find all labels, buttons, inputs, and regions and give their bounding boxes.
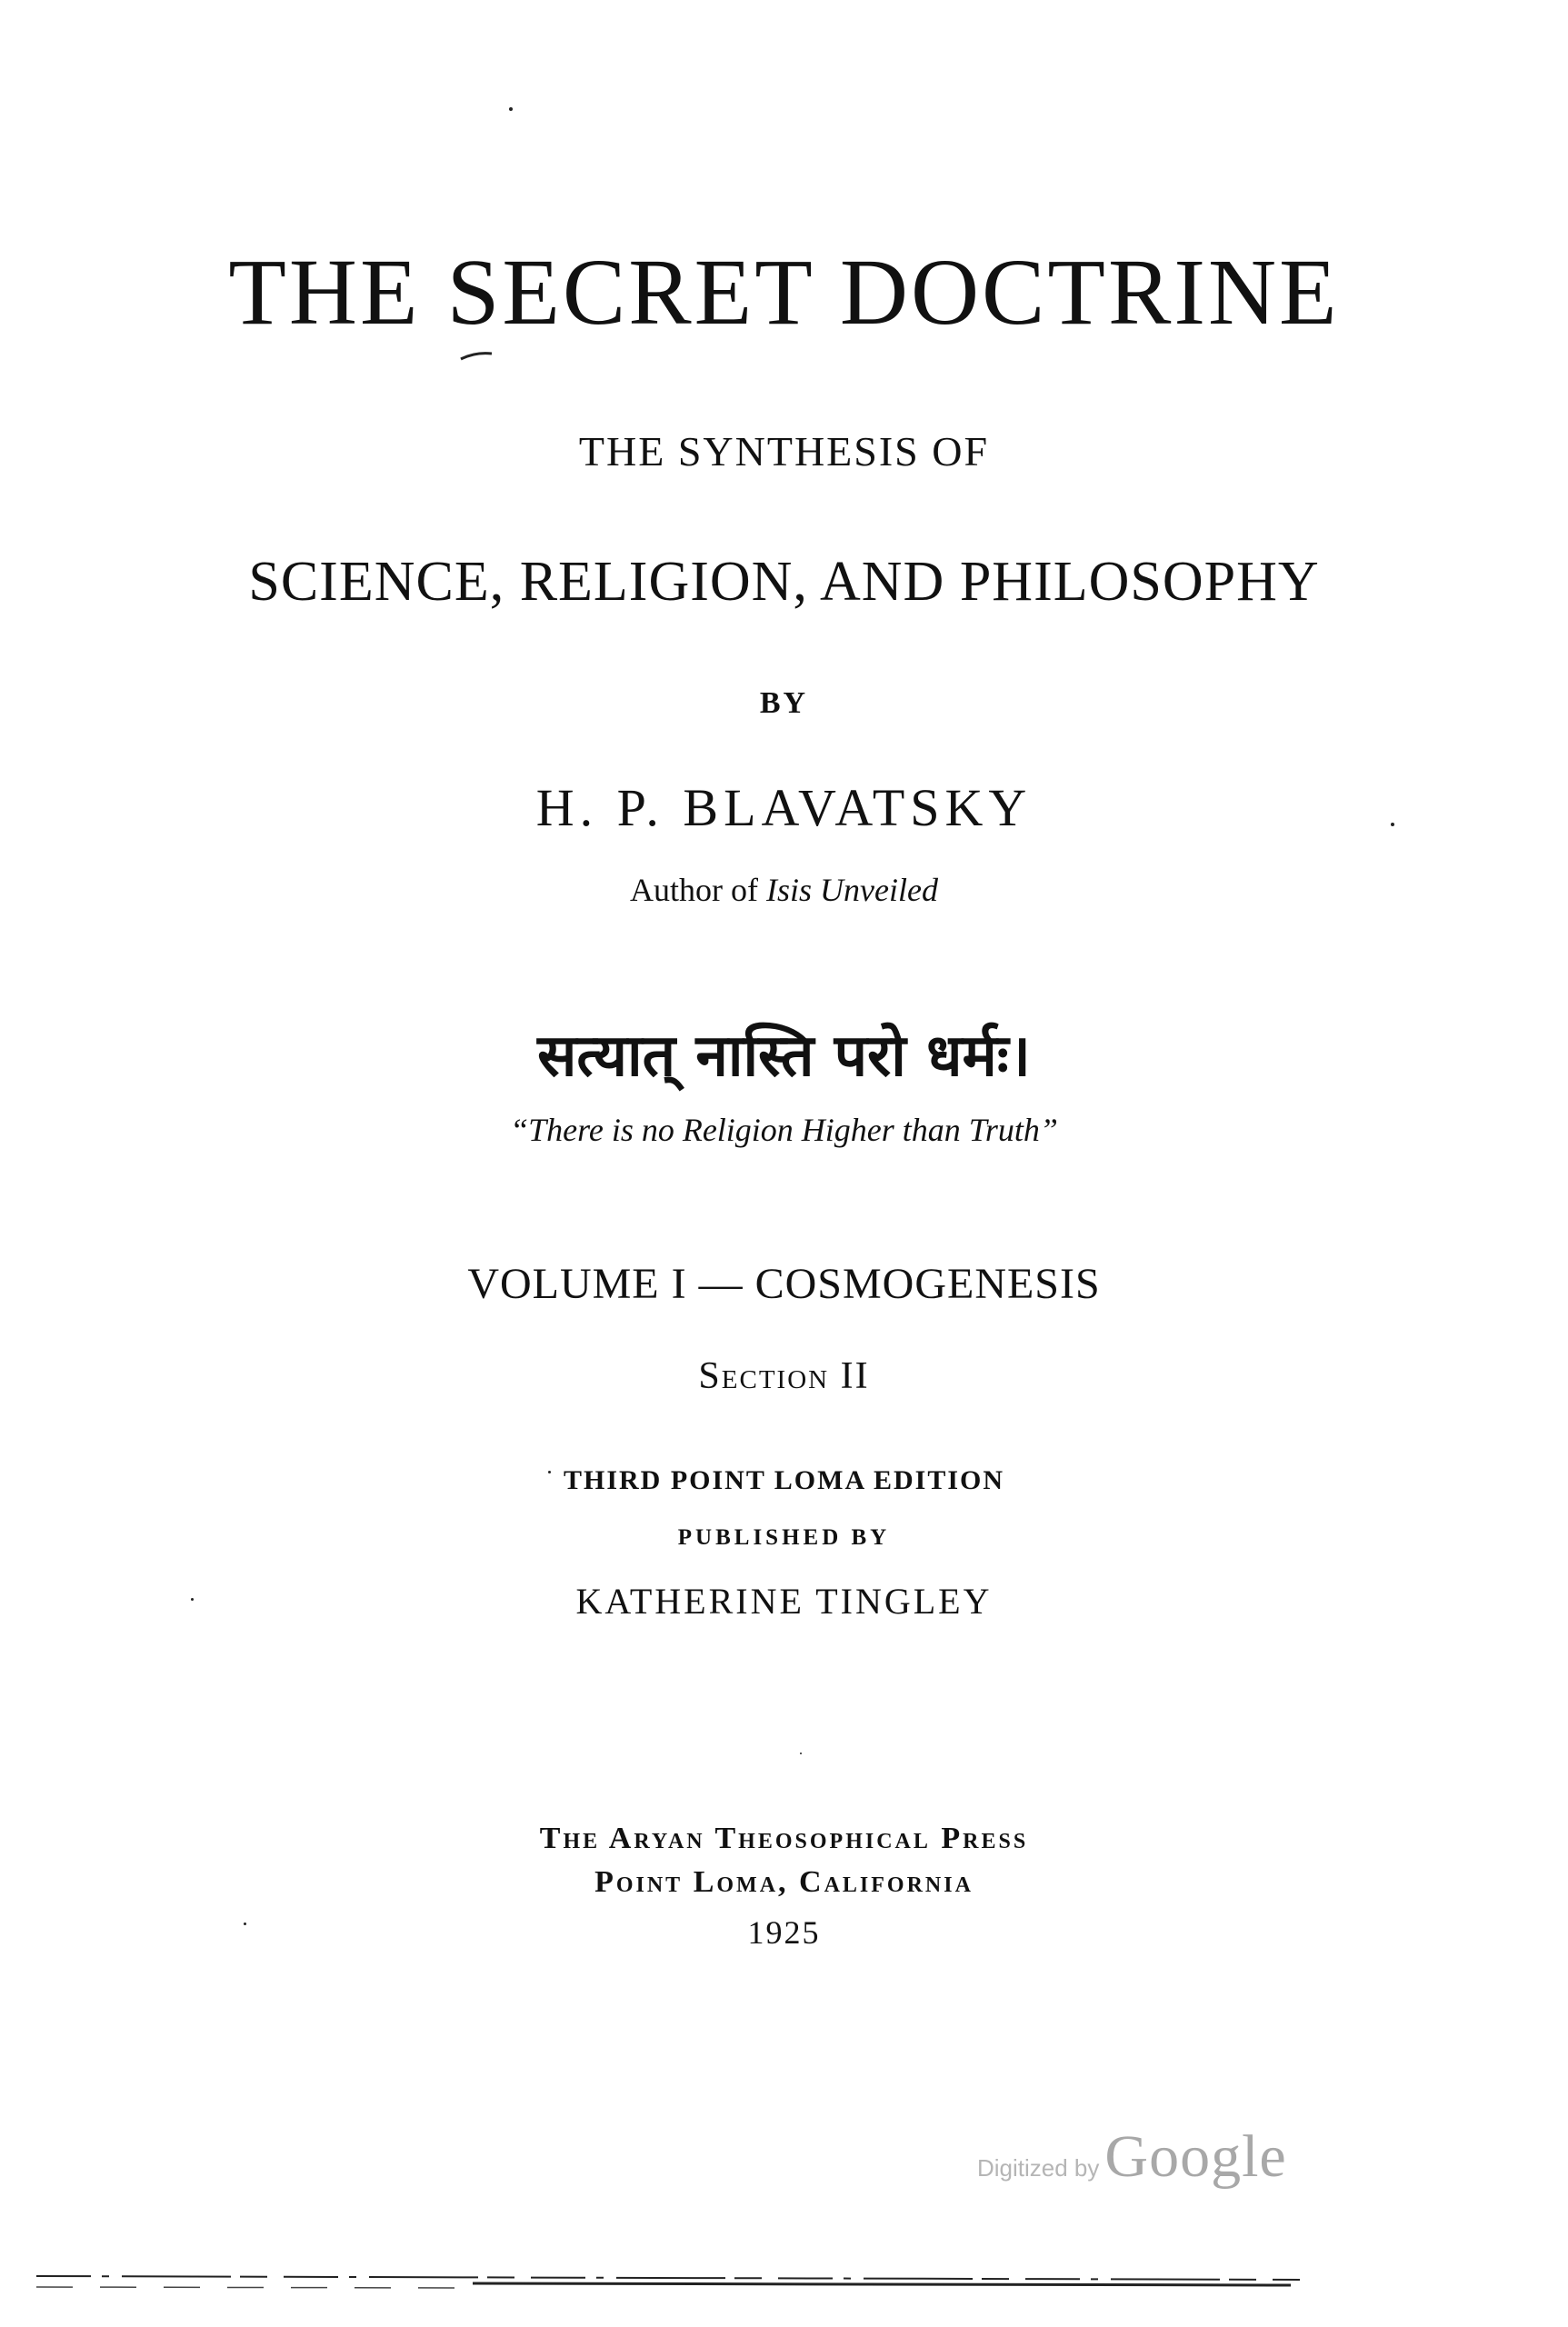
scan-speck <box>191 1598 194 1601</box>
edition-label: THIRD POINT LOMA EDITION <box>563 1465 1005 1495</box>
scan-speck <box>548 1471 551 1473</box>
motto-translation: “There is no Religion Higher than Truth” <box>510 1112 1058 1148</box>
author-note-work: Isis Unveiled <box>766 872 938 908</box>
author-note-prefix: Author of <box>630 872 759 908</box>
subtitle-line-1: THE SYNTHESIS OF <box>578 428 990 474</box>
volume-heading: VOLUME I — COSMOGENESIS <box>467 1260 1101 1308</box>
author-name: H. P. BLAVATSKY <box>535 778 1033 837</box>
sanskrit-motto: सत्यात् नास्ति परो धर्मः। <box>537 1023 1031 1090</box>
press-location: Point Loma, California <box>594 1865 974 1899</box>
scan-edge-lines <box>0 2263 1568 2300</box>
section-heading: Section II <box>698 1355 870 1397</box>
by-label: BY <box>759 686 809 720</box>
publisher-name: KATHERINE TINGLEY <box>575 1581 993 1622</box>
subtitle-line-2: SCIENCE, RELIGION, AND PHILOSOPHY <box>248 551 1320 613</box>
press-name: The Aryan Theosophical Press <box>539 1822 1029 1855</box>
scan-speck <box>509 107 513 111</box>
digitized-watermark <box>977 2122 1287 2192</box>
scan-speck <box>800 1753 802 1754</box>
scan-speck <box>1391 823 1394 826</box>
publication-year: 1925 <box>747 1914 821 1951</box>
title-ornament-mark <box>459 350 495 363</box>
published-by-label: PUBLISHED BY <box>677 1525 891 1550</box>
author-note <box>0 871 1568 909</box>
scan-speck <box>244 1923 246 1925</box>
book-title: THE SECRET DOCTRINE <box>228 240 1340 345</box>
google-logo: Google <box>1104 2123 1287 2190</box>
watermark-prefix: Digitized by <box>977 2154 1100 2182</box>
